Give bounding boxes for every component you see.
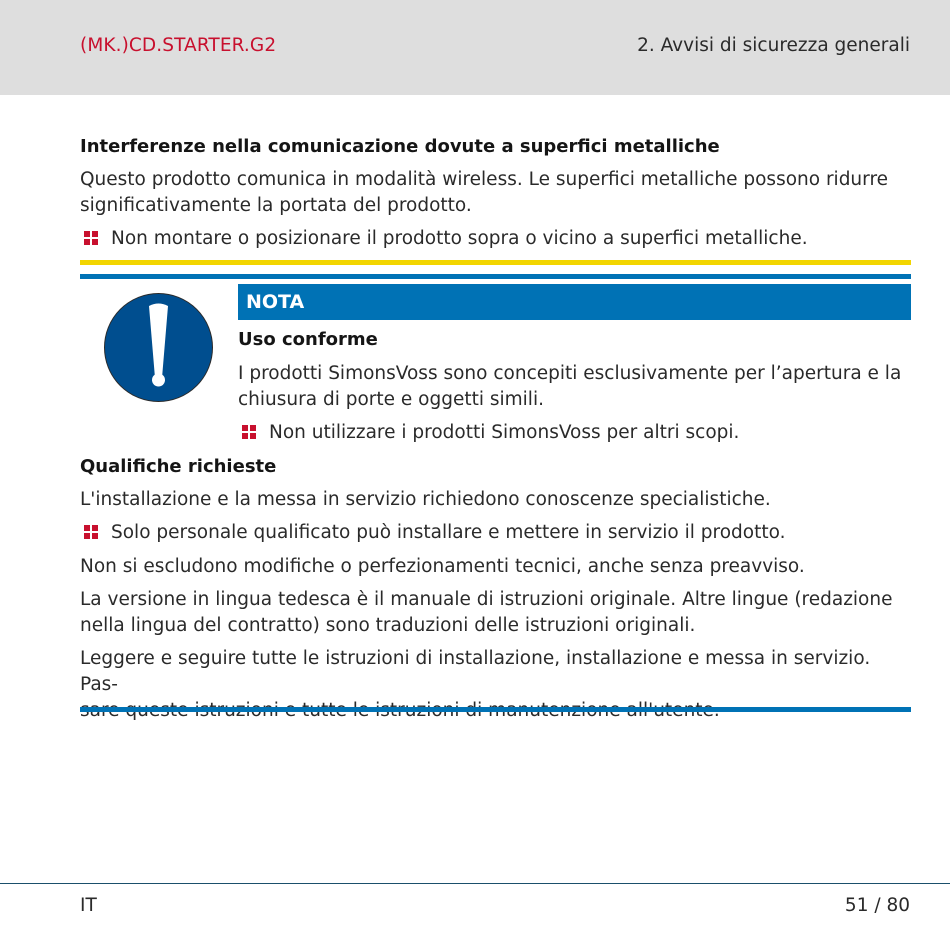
language-code: IT: [80, 895, 97, 916]
nota-content: [238, 328, 911, 446]
bullet-text: Non utilizzare i prodotti SimonsVoss per altri scopi.: [269, 422, 740, 443]
nota-heading: Uso conforme: [238, 329, 378, 350]
bullet-item: [238, 420, 911, 446]
footer-divider: [0, 883, 950, 884]
paragraph-line: Questo prodotto comunica in modalità wireless. Le superfici metalliche possono ridurre: [80, 169, 889, 190]
divider-yellow: [80, 260, 911, 265]
paragraph: L'installazione e la messa in servizio richiedono conoscenze specialistiche.: [80, 489, 771, 510]
bullet-item: [80, 226, 911, 252]
section-heading: Interferenze nella comunicazione dovute a superfici metalliche: [80, 136, 720, 157]
document-id: (MK.)CD.STARTER.G2: [80, 35, 277, 56]
bullet-marker-icon: [242, 425, 256, 439]
paragraph-line: Leggere e seguire tutte le istruzioni di installazione, installazione e messa in servizio. Pas-: [80, 648, 871, 695]
exclamation-mandatory-icon: [103, 292, 214, 403]
page-header: [0, 0, 950, 95]
paragraph-line: La versione in lingua tedesca è il manuale di istruzioni originale. Altre lingue (redazione: [80, 589, 893, 610]
paragraph-line: significativamente la portata del prodotto.: [80, 195, 472, 216]
section-qualifications: [80, 455, 911, 724]
paragraph: Non si escludono modifiche o perfezionamenti tecnici, anche senza preavviso.: [80, 556, 805, 577]
bullet-text: Non montare o posizionare il prodotto sopra o vicino a superfici metalliche.: [111, 228, 808, 249]
divider-blue: [80, 707, 911, 712]
bullet-text: Solo personale qualificato può installare e mettere in servizio il prodotto.: [111, 522, 786, 543]
bullet-item: [80, 520, 911, 546]
divider-blue: [80, 274, 911, 279]
page-number: 51 / 80: [844, 895, 910, 916]
bullet-marker-icon: [84, 525, 98, 539]
chapter-title: 2. Avvisi di sicurezza generali: [637, 35, 910, 56]
paragraph-line: chiusura di porte e oggetti simili.: [238, 389, 544, 410]
nota-banner: NOTA: [238, 284, 911, 320]
section-heading: Qualifiche richieste: [80, 456, 277, 477]
bullet-marker-icon: [84, 231, 98, 245]
paragraph-line: nella lingua del contratto) sono traduzioni delle istruzioni originali.: [80, 615, 696, 636]
section-metal-interference: [80, 135, 911, 252]
paragraph-line: I prodotti SimonsVoss sono concepiti esclusivamente per l’apertura e la: [238, 363, 902, 384]
